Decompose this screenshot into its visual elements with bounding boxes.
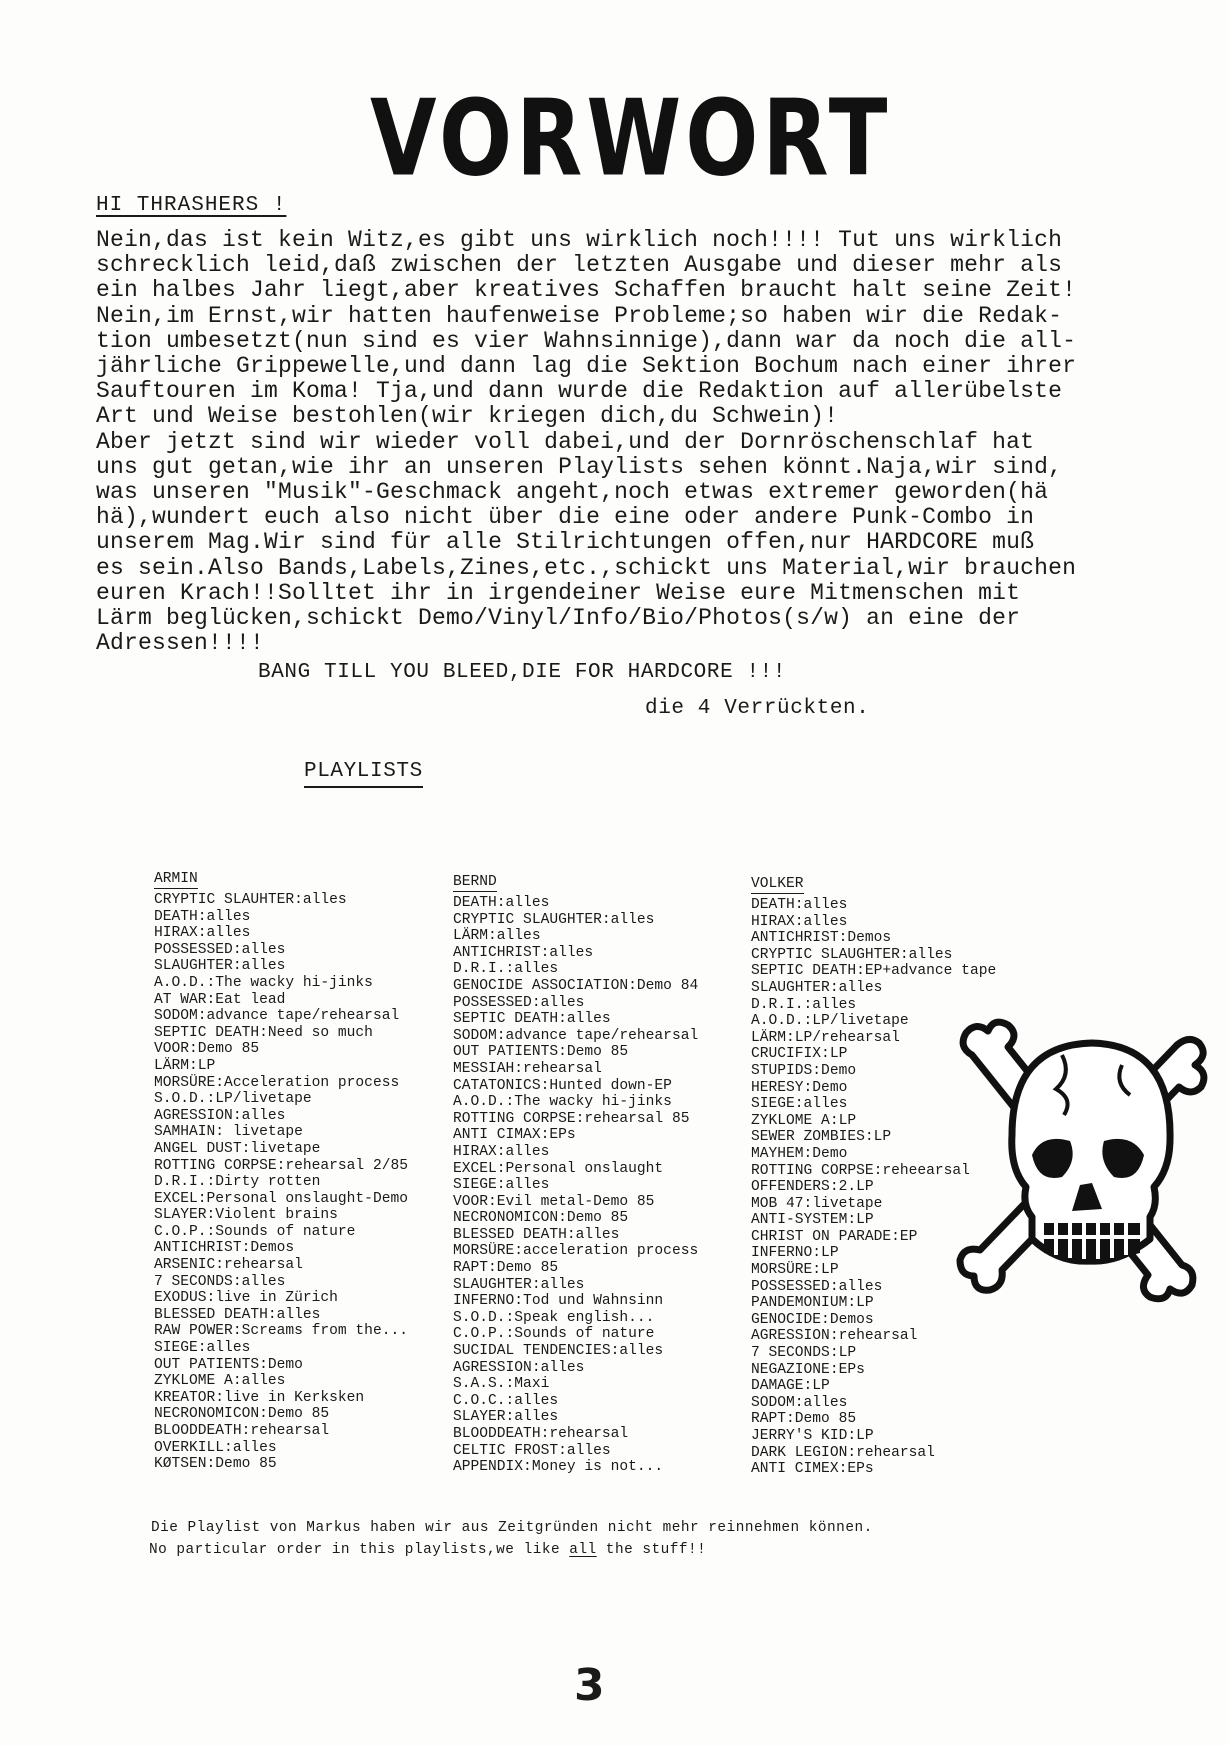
playlist-item: CRYPTIC SLAUGHTER:alles: [453, 911, 655, 928]
playlist-item: EXCEL:Personal onslaught-Demo: [154, 1190, 408, 1207]
playlist-item: AGRESSION:alles: [453, 1359, 585, 1376]
playlist-armin: [154, 871, 408, 1473]
greeting: HI THRASHERS !: [96, 194, 287, 217]
playlist-item: D.R.I.:alles: [453, 961, 559, 978]
playlist-item: SLAUGHTER:alles: [751, 979, 883, 996]
playlist-item: C.O.P.:Sounds of nature: [154, 1223, 356, 1240]
playlist-item: POSSESSED:alles: [453, 994, 585, 1011]
playlists-heading: PLAYLISTS: [304, 760, 423, 788]
playlist-item: ANGEL DUST:livetape: [154, 1140, 321, 1157]
playlist-item: EXCEL:Personal onslaught: [453, 1160, 664, 1177]
playlist-item: LÄRM:LP/rehearsal: [751, 1029, 900, 1046]
playlist-item: HERESY:Demo: [751, 1079, 848, 1096]
playlist-item: CATATONICS:Hunted down-EP: [453, 1077, 672, 1094]
intro-line: hä),wundert euch also nicht über die eine oder andere Punk-Combo in: [96, 504, 1035, 531]
playlist-item: APPENDIX:Money is not...: [453, 1459, 664, 1476]
playlist-item: MOB 47:livetape: [751, 1195, 883, 1212]
playlist-item: CRYPTIC SLAUGHTER:alles: [751, 946, 953, 963]
intro-line: jährliche Grippewelle,und dann lag die Sektion Bochum nach einer ihrer: [96, 353, 1077, 380]
playlist-item: S.A.S.:Maxi: [453, 1376, 550, 1393]
playlist-item: BLESSED DEATH:alles: [453, 1226, 620, 1243]
playlist-item: SIEGE:alles: [154, 1340, 251, 1357]
playlist-item: A.O.D.:The wacky hi-jinks: [453, 1094, 672, 1111]
playlist-item: SODOM:alles: [751, 1394, 848, 1411]
playlist-item: SIEGE:alles: [751, 1096, 848, 1113]
playlist-item: AT WAR:Eat lead: [154, 991, 286, 1008]
playlist-item: DARK LEGION:rehearsal: [751, 1444, 935, 1461]
playlist-item: RAPT:Demo 85: [751, 1411, 857, 1428]
intro-line: Sauftouren im Koma! Tja,und dann wurde die Redaktion auf allerübelste: [96, 378, 1063, 405]
signature: die 4 Verrückten.: [645, 697, 870, 720]
playlist-item: ANTICHRIST:alles: [453, 944, 594, 961]
playlist-item: A.O.D.:The wacky hi-jinks: [154, 974, 373, 991]
playlist-item: SODOM:advance tape/rehearsal: [453, 1027, 699, 1044]
playlist-bernd-name: BERND: [453, 874, 497, 890]
playlist-item: ARSENIC:rehearsal: [154, 1257, 303, 1274]
playlist-item: ANTICHRIST:Demos: [154, 1240, 295, 1257]
playlist-item: ROTTING CORPSE:reheearsal: [751, 1162, 970, 1179]
playlist-item: CELTIC FROST:alles: [453, 1442, 611, 1459]
playlist-item: MORSÜRE:LP: [751, 1262, 839, 1279]
intro-line: tion umbesetzt(nun sind es vier Wahnsinnige),dann war da noch die all-: [96, 327, 1077, 354]
playlist-item: NEGAZIONE:EPs: [751, 1361, 865, 1378]
intro-line: unserem Mag.Wir sind für alle Stilrichtungen offen,nur HARDCORE muß: [96, 529, 1035, 556]
intro-line: Art und Weise bestohlen(wir kriegen dich,du Schwein)!: [96, 403, 839, 430]
playlist-item: LÄRM:LP: [154, 1057, 216, 1074]
playlist-item: OFFENDERS:2.LP: [751, 1179, 874, 1196]
playlist-item: D.R.I.:Dirty rotten: [154, 1174, 321, 1191]
playlist-item: ANTI-SYSTEM:LP: [751, 1212, 874, 1229]
playlist-item: DEATH:alles: [154, 908, 251, 925]
playlist-item: BLOODDEATH:rehearsal: [453, 1426, 629, 1442]
playlist-item: MORSÜRE:acceleration process: [453, 1243, 699, 1260]
playlist-item: 7 SECONDS:LP: [751, 1345, 857, 1362]
playlist-item: KØTSEN:Demo 85: [154, 1456, 277, 1473]
playlist-item: OUT PATIENTS:Demo 85: [453, 1044, 629, 1061]
playlist-item: CRYPTIC SLAUHTER:alles: [154, 892, 347, 908]
playlist-item: INFERNO:LP: [751, 1245, 839, 1262]
playlist-volker-name: VOLKER: [751, 876, 804, 892]
playlist-item: ZYKLOME A:LP: [751, 1112, 857, 1129]
slogan: BANG TILL YOU BLEED,DIE FOR HARDCORE !!!: [258, 661, 787, 684]
playlist-item: SLAYER:alles: [453, 1409, 559, 1426]
intro-line: ein halbes Jahr liegt,aber kreatives Schaffen braucht halt seine Zeit!: [96, 277, 1077, 304]
playlist-item: BLOODDEATH:rehearsal: [154, 1423, 330, 1439]
playlist-item: ANTICHRIST:Demos: [751, 930, 892, 947]
playlist-item: OUT PATIENTS:Demo: [154, 1356, 303, 1373]
playlist-item: VOOR:Evil metal-Demo 85: [453, 1193, 655, 1210]
playlist-item: S.O.D.:LP/livetape: [154, 1091, 312, 1108]
playlist-item: SAMHAIN: livetape: [154, 1124, 303, 1141]
playlist-item: BLESSED DEATH:alles: [154, 1306, 321, 1323]
playlist-item: ROTTING CORPSE:rehearsal 2/85: [154, 1157, 408, 1174]
playlist-item: CRUCIFIX:LP: [751, 1046, 848, 1063]
playlist-item: HIRAX:alles: [154, 925, 251, 942]
playlist-item: INFERNO:Tod und Wahnsinn: [453, 1293, 664, 1310]
playlist-item: HIRAX:alles: [751, 913, 848, 930]
playlist-note-order-after: the stuff!!: [596, 1542, 707, 1558]
intro-line: was unseren "Musik"-Geschmack angeht,noch etwas extremer geworden(hä: [96, 479, 1049, 506]
playlist-item: JERRY'S KID:LP: [751, 1428, 874, 1444]
playlist-item: SLAUGHTER:alles: [453, 1276, 585, 1293]
page-title: VORWORT: [370, 78, 892, 201]
playlist-item: NECRONOMICON:Demo 85: [453, 1210, 629, 1227]
playlist-item: ZYKLOME A:alles: [154, 1373, 286, 1390]
playlist-item: MESSIAH:rehearsal: [453, 1060, 602, 1077]
playlist-item: DEATH:alles: [453, 895, 550, 911]
playlist-item: SLAYER:Violent brains: [154, 1207, 338, 1224]
page-number: 3: [574, 1660, 605, 1711]
playlist-item: GENOCIDE ASSOCIATION:Demo 84: [453, 977, 699, 994]
intro-line: Aber jetzt sind wir wieder voll dabei,und der Dornröschenschlaf hat: [96, 428, 1035, 455]
playlist-item: MORSÜRE:Acceleration process: [154, 1074, 400, 1091]
intro-line: euren Krach!!Solltet ihr in irgendeiner Weise eure Mitmenschen mit: [96, 579, 1021, 606]
intro-line: Nein,im Ernst,wir hatten haufenweise Probleme;so haben wir die Redak-: [96, 302, 1063, 329]
playlist-item: NECRONOMICON:Demo 85: [154, 1406, 330, 1423]
playlist-item: POSSESSED:alles: [751, 1278, 883, 1295]
playlist-item: D.R.I.:alles: [751, 996, 857, 1013]
playlist-item: KREATOR:live in Kerksken: [154, 1389, 365, 1406]
playlist-note-order-before: No particular order in this playlists,we like: [149, 1542, 570, 1558]
playlist-item: RAPT:Demo 85: [453, 1260, 559, 1277]
playlist-item: OVERKILL:alles: [154, 1439, 277, 1456]
playlist-item: POSSESSED:alles: [154, 941, 286, 958]
playlist-item: RAW POWER:Screams from the...: [154, 1323, 408, 1340]
playlist-item: SEPTIC DEATH:alles: [453, 1011, 611, 1028]
playlist-item: SEPTIC DEATH:Need so much: [154, 1024, 373, 1041]
intro-line: uns gut getan,wie ihr an unseren Playlists sehen könnt.Naja,wir sind,: [96, 453, 1063, 480]
playlist-item: CHRIST ON PARADE:EP: [751, 1228, 918, 1245]
playlist-item: PANDEMONIUM:LP: [751, 1295, 874, 1312]
playlist-item: AGRESSION:alles: [154, 1107, 286, 1124]
playlist-item: AGRESSION:rehearsal: [751, 1328, 918, 1345]
playlist-note-markus: Die Playlist von Markus haben wir aus Zeitgründen nicht mehr reinnehmen können.: [151, 1520, 873, 1536]
playlist-item: LÄRM:alles: [453, 928, 541, 945]
playlist-item: GENOCIDE:Demos: [751, 1311, 874, 1328]
intro-line: Nein,das ist kein Witz,es gibt uns wirklich noch!!!! Tut uns wirklich: [96, 227, 1063, 253]
playlist-item: ANTI CIMAX:EPs: [453, 1127, 576, 1144]
playlist-item: C.O.P.:Sounds of nature: [453, 1326, 655, 1343]
playlist-armin-name: ARMIN: [154, 871, 198, 887]
playlist-item: SEPTIC DEATH:EP+advance tape: [751, 963, 997, 980]
intro-line: schrecklich leid,daß zwischen der letzten Ausgabe und dieser mehr als: [96, 252, 1063, 279]
intro-line: Lärm beglücken,schickt Demo/Vinyl/Info/Bio/Photos(s/w) an eine der: [96, 605, 1021, 632]
intro-text: [96, 228, 1136, 656]
playlist-item: MAYHEM:Demo: [751, 1145, 848, 1162]
playlist-item: DAMAGE:LP: [751, 1378, 830, 1395]
playlist-item: HIRAX:alles: [453, 1143, 550, 1160]
playlist-item: 7 SECONDS:alles: [154, 1273, 286, 1290]
playlist-item: DEATH:alles: [751, 897, 848, 913]
intro-line: Adressen!!!!: [96, 630, 265, 657]
playlist-item: SIEGE:alles: [453, 1177, 550, 1194]
playlist-item: SEWER ZOMBIES:LP: [751, 1129, 892, 1146]
playlist-item: S.O.D.:Speak english...: [453, 1309, 655, 1326]
playlist-note-order: [149, 1542, 706, 1558]
playlist-item: ANTI CIMEX:EPs: [751, 1461, 874, 1478]
playlist-item: VOOR:Demo 85: [154, 1041, 260, 1058]
playlist-item: EXODUS:live in Zürich: [154, 1290, 338, 1307]
playlist-item: SLAUGHTER:alles: [154, 958, 286, 975]
playlist-item: SUCIDAL TENDENCIES:alles: [453, 1343, 664, 1360]
playlist-item: SODOM:advance tape/rehearsal: [154, 1008, 400, 1025]
intro-line: es sein.Also Bands,Labels,Zines,etc.,schickt uns Material,wir brauchen: [96, 554, 1077, 581]
playlist-note-order-emphasis: all: [569, 1542, 597, 1558]
skull-crossbones-icon: [952, 1015, 1212, 1305]
playlist-item: STUPIDS:Demo: [751, 1062, 857, 1079]
playlist-bernd: [453, 874, 698, 1476]
playlist-item: C.O.C.:alles: [453, 1392, 559, 1409]
playlist-item: ROTTING CORPSE:rehearsal 85: [453, 1110, 690, 1127]
playlist-item: A.O.D.:LP/livetape: [751, 1013, 909, 1030]
